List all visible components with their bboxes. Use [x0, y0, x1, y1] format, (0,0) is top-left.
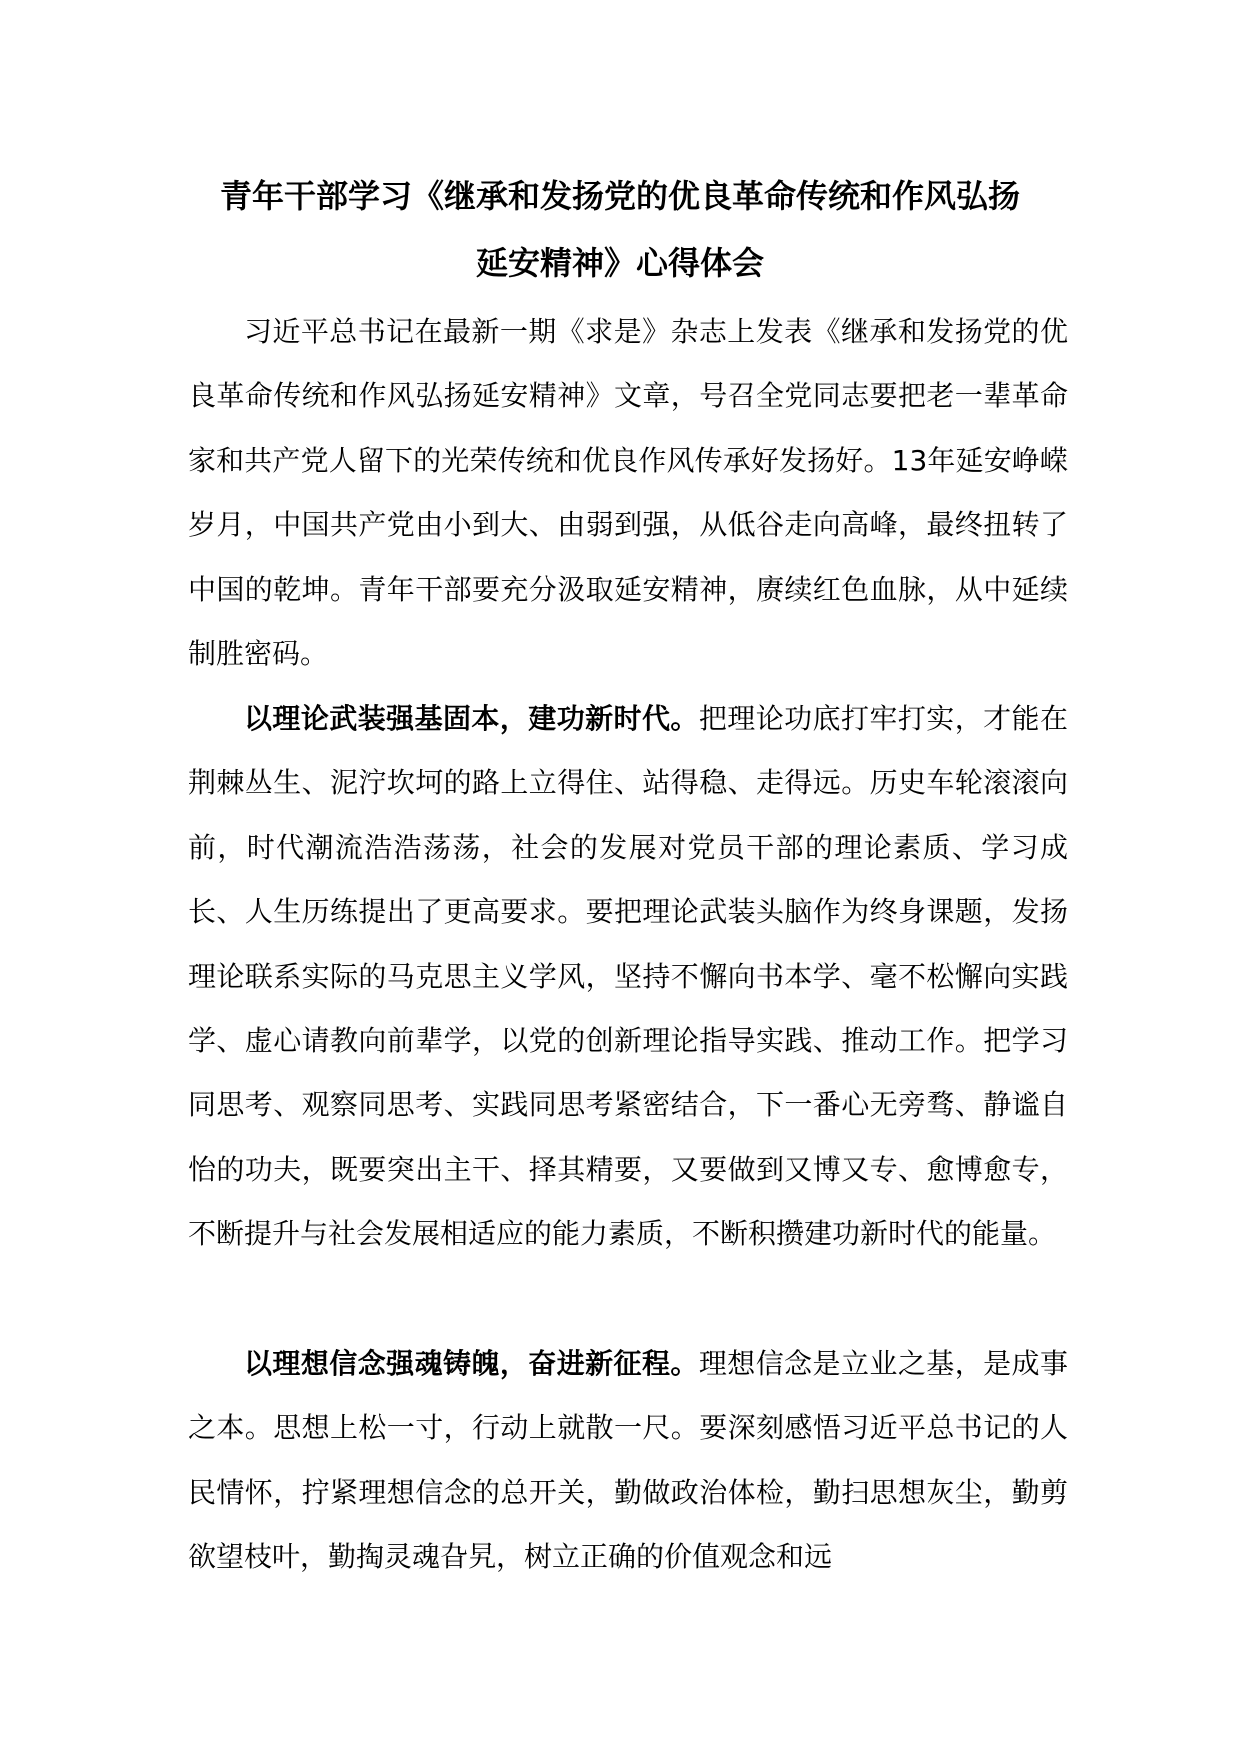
paragraph-text: 习近平总书记在最新一期《求是》杂志上发表《继承和发扬党的优良革命传统和作风弘扬延安精神》文章，号召全党同志要把老一辈革命家和共产党人留下的光荣传统和优良作风传承好发扬好。13年延安峥嵘岁月，中国共产党由小到大、由弱到强，从低谷走向高峰，最终扭转了中国的乾坤。青年干部要充分汲取延安精神，赓续红色血脉，从中延续制胜密码。	[188, 315, 1068, 671]
paragraph-lead: 以理论武装强基固本，建功新时代。	[244, 702, 699, 735]
paragraph-intro	[188, 300, 1068, 686]
document-title-line2: 延安精神》心得体会	[475, 244, 764, 282]
paragraph-ideals	[188, 1332, 1068, 1590]
paragraph-lead: 以理想信念强魂铸魄，奋进新征程。	[244, 1347, 699, 1380]
paragraph-text: 把理论功底打牢打实，才能在荆棘丛生、泥泞坎坷的路上立得住、站得稳、走得远。历史车轮滚滚向前，时代潮流浩浩荡荡，社会的发展对党员干部的理论素质、学习成长、人生历练提出了更高要求。要把理论武装头脑作为终身课题，发扬理论联系实际的马克思主义学风，坚持不懈向书本学、毫不松懈向实践学、虚心请教向前辈学，以党的创新理论指导实践、推动工作。把学习同思考、观察同思考、实践同思考紧密结合，下一番心无旁骛、静谧自怡的功夫，既要突出主干、择其精要，又要做到又博又专、愈博愈专，不断提升与社会发展相适应的能力素质，不断积攒建功新时代的能量。	[188, 702, 1068, 1251]
paragraph-text: 理想信念是立业之基，是成事之本。思想上松一寸，行动上就散一尺。要深刻感悟习近平总书记的人民情怀，拧紧理想信念的总开关，勤做政治体检，勤扫思想灰尘，勤剪欲望枝叶，勤掏灵魂旮旯，树立正确的价值观念和远	[188, 1347, 1068, 1574]
paragraph-theory	[188, 687, 1068, 1267]
document-title-line1: 青年干部学习《继承和发扬党的优良革命传统和作风弘扬	[219, 177, 1020, 215]
